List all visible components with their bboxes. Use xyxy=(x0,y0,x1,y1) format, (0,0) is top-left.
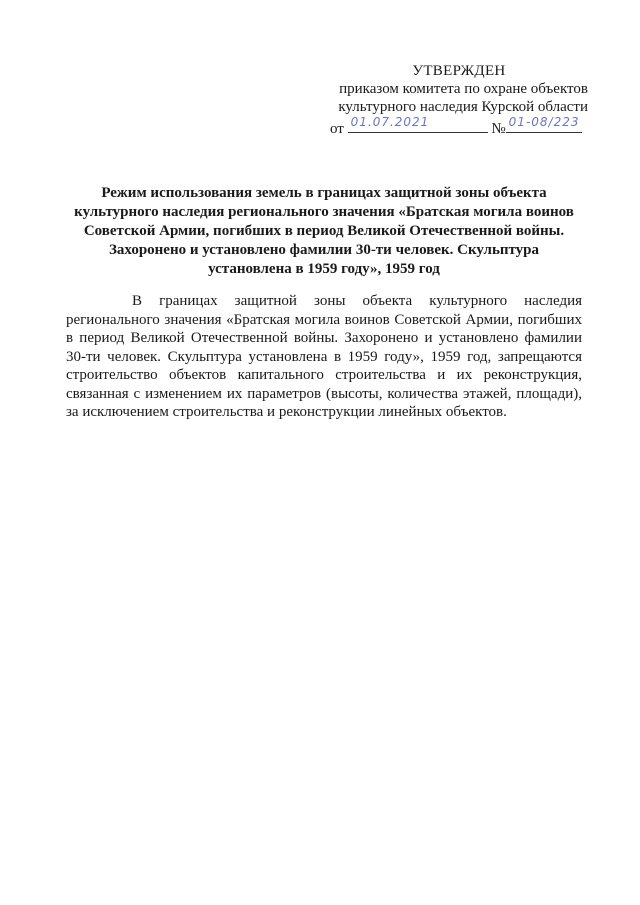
document-title: Режим использования земель в границах защитной зоны объекта культурного наследия регионального значения «Братская могила воинов Советской Армии, погибших в период Великой Отечественной войны. Захоронено и установлено фамилии 30-ти человек. Скульптура установлена в 1959 году», 1959 год xyxy=(74,185,574,277)
approval-order-line-2: культурного наследия Курской области xyxy=(338,99,588,115)
handwritten-date: 01.07.2021 xyxy=(350,115,430,129)
approval-date-number-line xyxy=(318,117,588,138)
date-blank xyxy=(348,117,488,133)
approval-order-line-1: приказом комитета по охране объектов xyxy=(339,81,588,97)
document-body-paragraph: В границах защитной зоны объекта культурного наследия регионального значения «Братская могила воинов Советской Армии, погибших в период Великой Отечественной войны. Захоронено и установлено фамилии 30-ти человек. Скульптура установлена в 1959 году», 1959 год, запрещаются строительство объектов капитального строительства и их реконструкция, связанная с изменением их параметров (высоты, количества этажей, площади), за исключением строительства и реконструкции линейных объектов. xyxy=(66,293,582,420)
number-blank xyxy=(506,117,582,133)
approval-heading: УТВЕРЖДЕН xyxy=(412,63,506,79)
from-label: от xyxy=(330,121,344,137)
approval-stamp-block xyxy=(318,62,588,138)
handwritten-number: 01-08/223 xyxy=(508,115,580,129)
number-label: № xyxy=(491,121,506,137)
